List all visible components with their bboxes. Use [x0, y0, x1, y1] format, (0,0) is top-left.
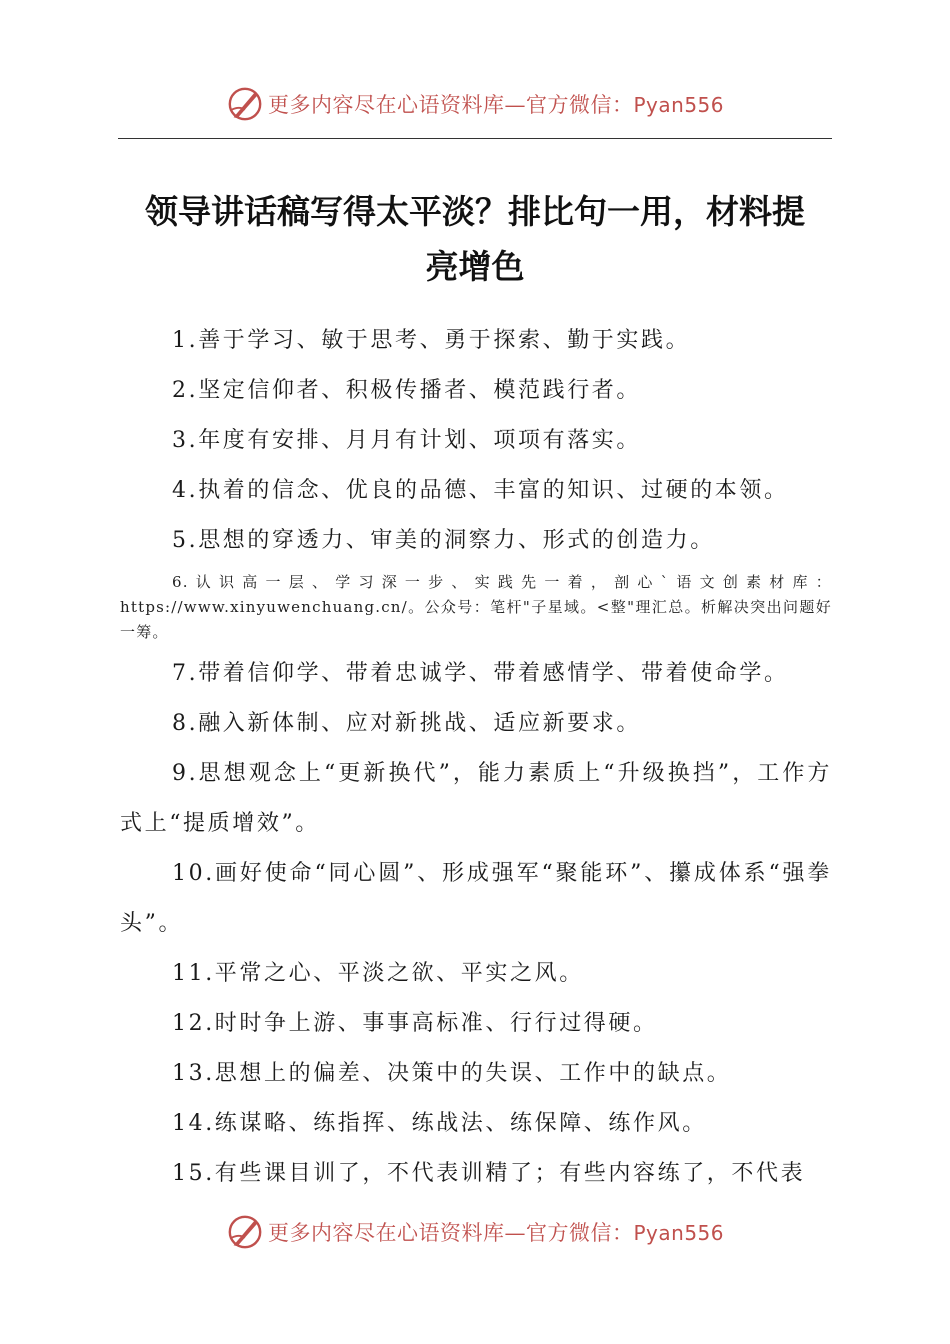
banner-suffix: 官方微信： [525, 93, 634, 117]
list-item: 11.平常之心、平淡之欲、平实之风。 [172, 961, 584, 986]
banner-text [268, 1217, 724, 1247]
list-item: 13.思想上的偏差、决策中的失误、工作中的缺点。 [172, 1061, 732, 1086]
list-item: 12.时时争上游、事事高标准、行行过得硬。 [172, 1011, 658, 1036]
banner-separator: — [504, 1221, 526, 1245]
list-item: 14.练谋略、练指挥、练战法、练保障、练作风。 [172, 1111, 707, 1136]
title-line-2: 亮增色 [425, 247, 525, 286]
list-item: 1.善于学习、敏于思考、勇于探索、勤于实践。 [172, 328, 691, 353]
banner-text [268, 89, 724, 119]
list-item: 7.带着信仰学、带着忠诚学、带着感情学、带着使命学。 [172, 661, 789, 686]
list-item: 8.融入新体制、应对新挑战、适应新要求。 [172, 711, 641, 736]
list-item: 2.坚定信仰者、积极传播者、模范践行者。 [172, 378, 641, 403]
document-title [118, 184, 832, 294]
list-item: 3.年度有安排、月月有计划、项项有落实。 [172, 428, 641, 453]
banner-suffix: 官方微信： [525, 1221, 634, 1245]
banner-wechat-id: Pyan556 [633, 1221, 724, 1245]
banner-main: 更多内容尽在心语资料库 [267, 1221, 505, 1245]
document-body [120, 316, 832, 1199]
list-item: 5.思想的穿透力、审美的洞察力、形式的创造力。 [172, 528, 715, 553]
header-divider [118, 138, 832, 139]
list-item: 10.画好使命“同心圆”、形成强军“聚能环”、攥成体系“强拳头”。 [120, 861, 832, 936]
header-banner [0, 84, 950, 124]
list-item-watermark: 6.认识高一层、学习深一步、实践先一着，剖心`语文创素材库：https://www.xinyuwenchuang.cn/。公众号：笔杆"子星域。<整"理汇总。析解决突出问题好一筹。 [120, 573, 832, 641]
title-line-1: 领导讲话稿写得太平淡？排比句一用，材料提 [145, 192, 805, 231]
quill-logo-icon [226, 85, 264, 123]
footer-banner [0, 1212, 950, 1252]
banner-wechat-id: Pyan556 [633, 93, 724, 117]
banner-separator: — [504, 93, 526, 117]
quill-logo-icon [226, 1213, 264, 1251]
banner-main: 更多内容尽在心语资料库 [267, 93, 505, 117]
list-item: 4.执着的信念、优良的品德、丰富的知识、过硬的本领。 [172, 478, 789, 503]
list-item: 9.思想观念上“更新换代”，能力素质上“升级换挡”，工作方式上“提质增效”。 [120, 761, 832, 836]
list-item: 15.有些课目训了，不代表训精了；有些内容练了，不代表 [172, 1161, 806, 1186]
